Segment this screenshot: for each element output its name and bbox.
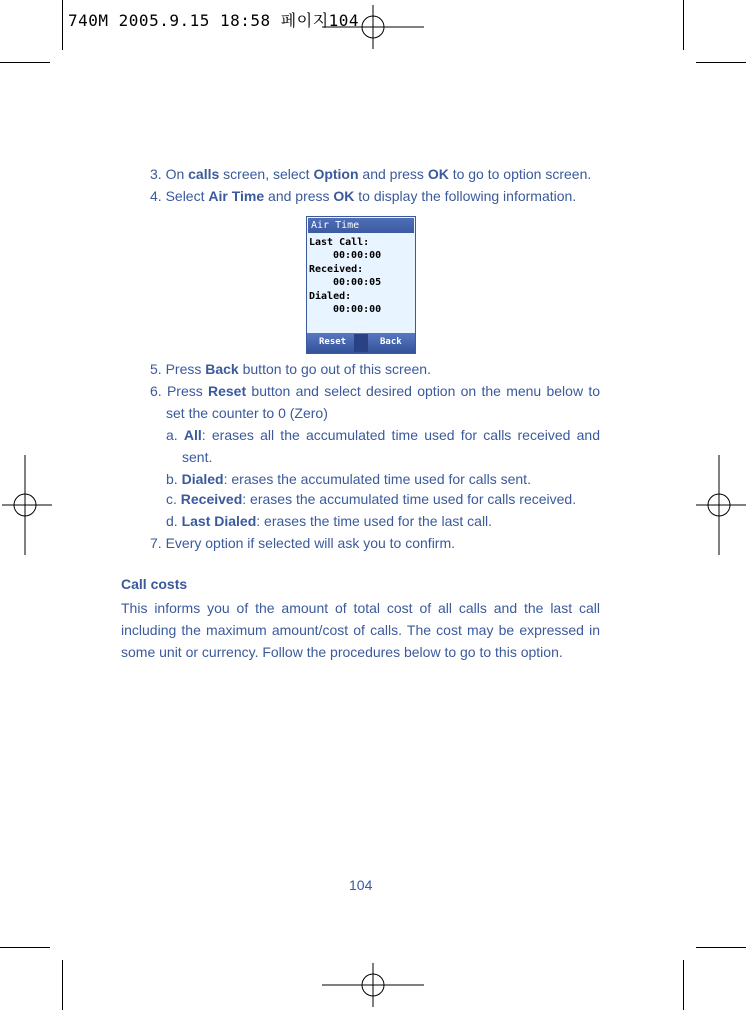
section-heading: Call costs <box>121 576 188 592</box>
screen-title-bar <box>308 218 414 233</box>
section-paragraph-line: some unit or currency. Follow the procedures below to go to this option. <box>121 644 563 660</box>
section-paragraph-line: including the maximum amount/cost of calls. The cost may be expressed in <box>121 622 600 638</box>
crop-mark <box>62 0 63 50</box>
crop-mark <box>696 947 746 948</box>
step-3: 3. On calls screen, select Option and press OK to go to option screen. <box>150 166 592 182</box>
option-received: c. Received: erases the accumulated time used for calls received. <box>166 491 577 507</box>
step-6-cont: set the counter to 0 (Zero) <box>166 405 328 421</box>
crop-mark <box>683 960 684 1010</box>
crop-mark <box>696 62 746 63</box>
option-dialed: b. Dialed: erases the accumulated time used for calls sent. <box>166 471 531 487</box>
step-4: 4. Select Air Time and press OK to display the following information. <box>150 188 577 204</box>
received-label: Received: <box>309 264 364 275</box>
page-number: 104 <box>349 877 373 893</box>
dialed-label: Dialed: <box>309 291 352 302</box>
dialed-value: 00:00:00 <box>333 304 382 315</box>
step-5: 5. Press Back button to go out of this screen. <box>150 361 431 377</box>
screen-title: Air Time <box>311 220 360 231</box>
section-paragraph-line: This informs you of the amount of total cost of all calls and the last call <box>121 600 600 616</box>
option-last-dialed: d. Last Dialed: erases the time used for the last call. <box>166 513 493 529</box>
option-all: a. All: erases all the accumulated time used for calls received and <box>166 427 600 443</box>
option-all-cont: sent. <box>182 449 213 465</box>
crop-mark <box>0 947 50 948</box>
registration-mark-icon <box>2 455 52 555</box>
registration-mark-icon <box>322 963 424 1007</box>
registration-mark-icon <box>696 455 746 555</box>
print-slug: 740M 2005.9.15 18:58 페이지104 <box>68 11 360 30</box>
last-call-label: Last Call: <box>309 237 370 248</box>
step-6: 6. Press Reset button and select desired option on the menu below to <box>150 383 600 399</box>
crop-mark <box>62 960 63 1010</box>
back-softkey: Back <box>380 337 402 347</box>
step-7: 7. Every option if selected will ask you to confirm. <box>150 535 456 551</box>
crop-mark <box>683 0 684 50</box>
air-time-screen <box>306 216 416 354</box>
last-call-value: 00:00:00 <box>333 250 382 261</box>
crop-mark <box>0 62 50 63</box>
received-value: 00:00:05 <box>333 277 382 288</box>
reset-softkey: Reset <box>319 337 347 347</box>
softkey-center <box>354 334 368 352</box>
